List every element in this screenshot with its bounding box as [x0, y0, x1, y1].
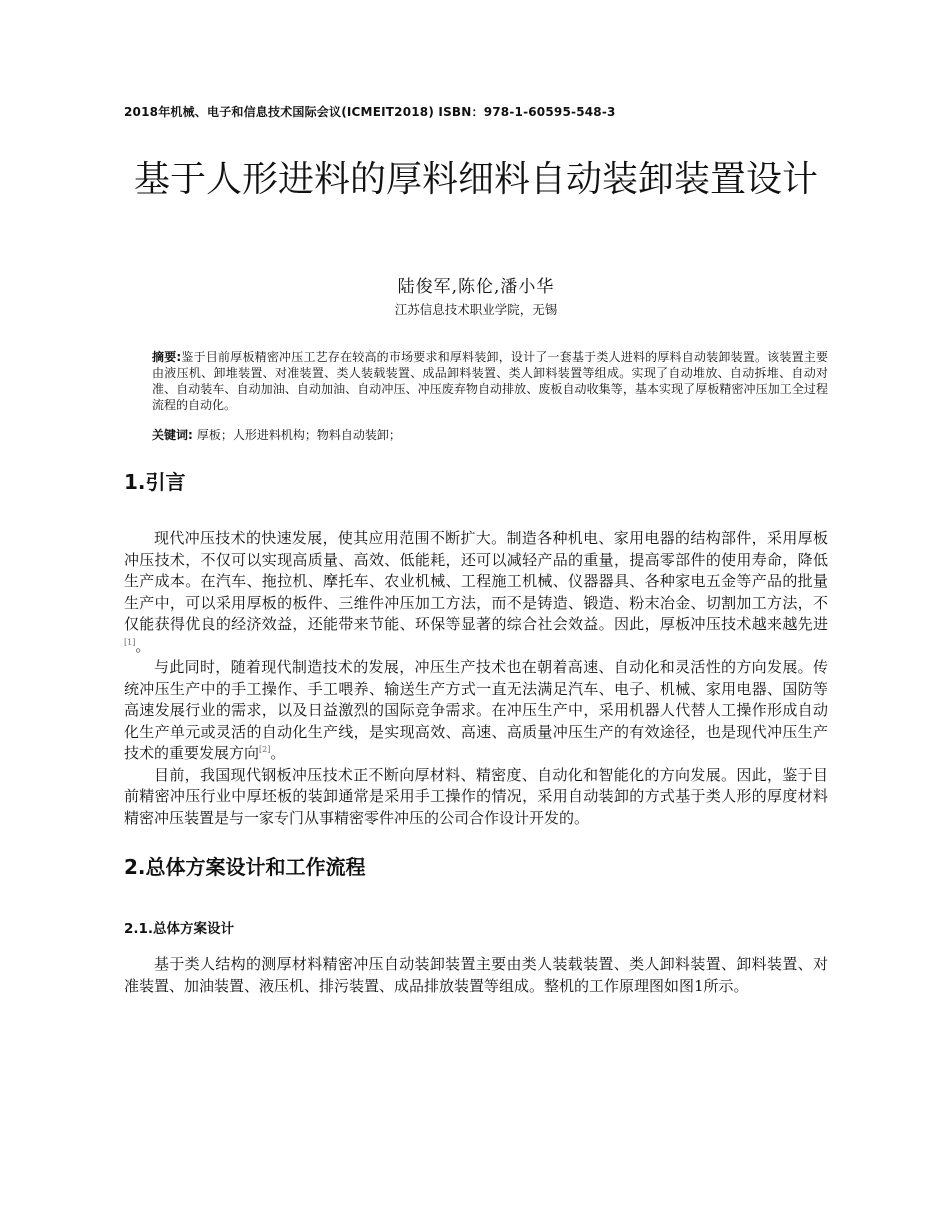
paragraph	[124, 528, 828, 657]
paragraph-text: 现代冲压技术的快速发展，使其应用范围不断扩大。制造各种机电、家用电器的结构部件，采用厚板冲压技术，不仅可以实现高质量、高效、低能耗，还可以减轻产品的重量，提高零部件的使用寿命，降低生产成本。在汽车、拖拉机、摩托车、农业机械、工程施工机械、仪器器具、各种家电五金等产品的批量生产中，可以采用厚板的板件、三维件冲压加工方法，而不是铸造、锻造、粉末冶金、切割加工方法，不仅能获得优良的经济效益，还能带来节能、环保等显著的综合社会效益。因此，厚板冲压技术越来越先进	[124, 529, 828, 633]
conference-header: 2018年机械、电子和信息技术国际会议(ICMEIT2018) ISBN：978-1-60595-548-3	[124, 105, 616, 119]
citation-ref[interactable]: [2]	[259, 745, 271, 754]
paragraph-end: 。	[270, 744, 286, 762]
abstract-text: 鉴于目前厚板精密冲压工艺存在较高的市场要求和厚料装卸，设计了一套基于类人进料的厚料自动装卸装置。该装置主要由液压机、卸堆装置、对准装置、类人装载装置、成品卸料装置、类人卸料装置等组成。实现了自动堆放、自动拆堆、自动对准、自动装车、自动加油、自动加油、自动冲压、冲压废弃物自动排放、废板自动收集等，基本实现了厚板精密冲压加工全过程流程的自动化。	[152, 350, 828, 412]
abstract	[152, 349, 828, 413]
introduction-body	[124, 528, 828, 829]
keywords-label: 关键词:	[152, 428, 193, 442]
abstract-label: 摘要:	[152, 350, 182, 364]
paragraph: 目前，我国现代钢板冲压技术正不断向厚材料、精密度、自动化和智能化的方向发展。因此，鉴于目前精密冲压行业中厚坯板的装卸通常是采用手工操作的情况，采用自动装卸的方式基于类人形的厚度材料精密冲压装置是与一家专门从事精密零件冲压的公司合作设计开发的。	[124, 765, 828, 827]
paragraph-end: 。	[135, 636, 151, 655]
paragraph-text: 与此同时，随着现代制造技术的发展，冲压生产技术也在朝着高速、自动化和灵活性的方向发展。传统冲压生产中的手工操作、手工喂养、输送生产方式一直无法满足汽车、电子、机械、家用电器、国防等高速发展行业的需求，以及日益激烈的国际竞争需求。在冲压生产中，采用机器人代替人工操作形成自动化生产单元或灵活的自动化生产线，是实现高效、高速、高质量冲压生产的有效途径，也是现代冲压生产技术的重要发展方向	[124, 658, 828, 762]
overall-scheme-body	[124, 954, 828, 997]
paragraph: 基于类人结构的测厚材料精密冲压自动装卸装置主要由类人装载装置、类人卸料装置、卸料装置、对准装置、加油装置、液压机、排污装置、成品排放装置等组成。整机的工作原理图如图1所示。	[124, 955, 828, 995]
author-list: 陆俊军,陈伦,潘小华	[397, 277, 555, 297]
subsection-heading-overall-scheme: 2.1.总体方案设计	[124, 921, 235, 937]
paragraph	[124, 657, 828, 765]
author-affiliation: 江苏信息技术职业学院，无锡	[394, 302, 558, 317]
citation-ref[interactable]: [1]	[124, 637, 136, 647]
paper-title: 基于人形进料的厚料细料自动装卸装置设计	[133, 159, 818, 200]
keywords	[152, 427, 828, 443]
keywords-text: 厚板；人形进料机构；物料自动装卸；	[196, 428, 401, 442]
section-heading-overall-design: 2.总体方案设计和工作流程	[124, 855, 366, 879]
section-heading-introduction: 1.引言	[124, 470, 186, 494]
